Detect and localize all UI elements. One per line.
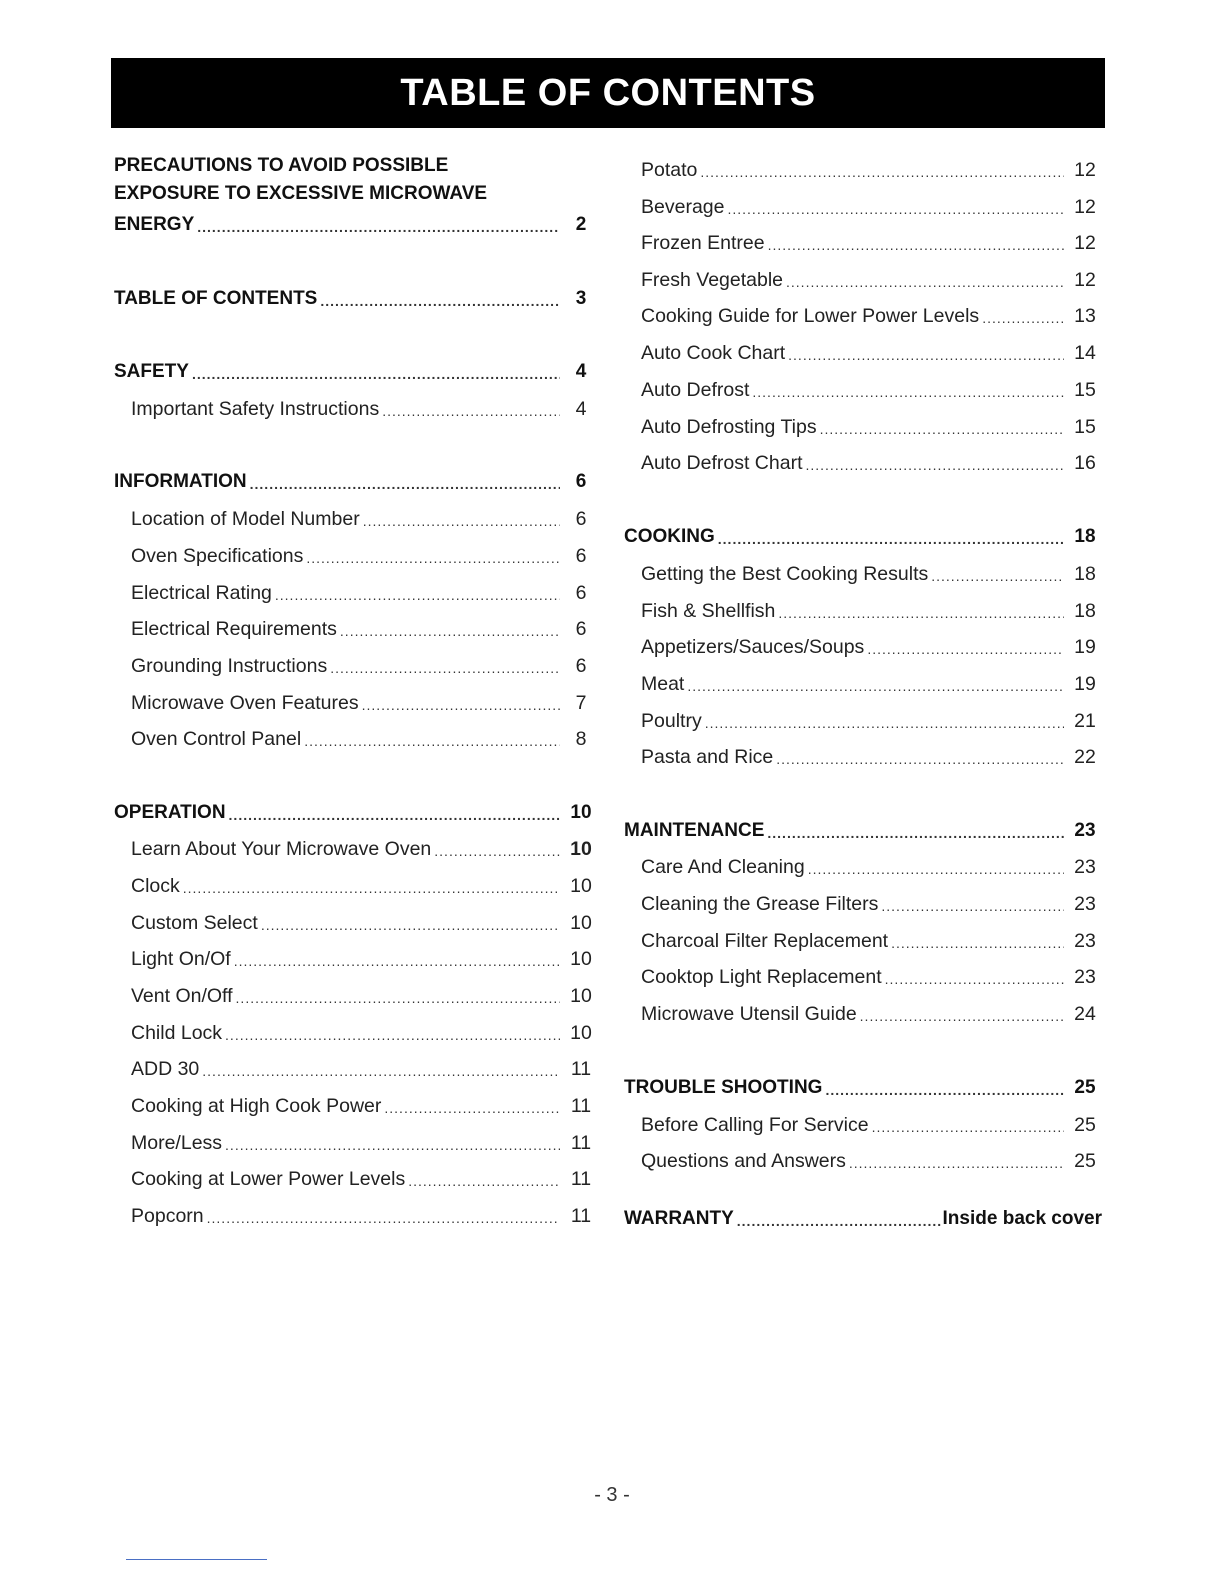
toc-entry[interactable]: Before Calling For Service ..... 25 <box>624 1108 1102 1136</box>
toc-entry[interactable]: Cooking Guide for Lower Power Levels ..... 13 <box>624 299 1102 327</box>
toc-entry[interactable]: Fish & Shellfish ..... 18 <box>624 594 1102 622</box>
page-ref: 23 <box>1074 966 1096 988</box>
toc-entry[interactable]: Microwave Utensil Guide ..... 24 <box>624 997 1102 1025</box>
page-number: - 3 - <box>594 1484 630 1506</box>
toc-entry[interactable]: Care And Cleaning ..... 23 <box>624 850 1102 878</box>
page-ref: 6 <box>575 545 587 567</box>
page-ref: 18 <box>1074 600 1096 622</box>
page-ref: 16 <box>1074 452 1096 474</box>
page-ref: 18 <box>1074 526 1096 547</box>
page-ref: 25 <box>1074 1150 1096 1172</box>
toc-entry[interactable]: Auto Cook Chart ..... 14 <box>624 336 1102 364</box>
page-ref: 25 <box>1074 1114 1096 1136</box>
toc-entry[interactable]: Oven Control Panel ..... 8 <box>114 722 598 750</box>
page-ref: 7 <box>575 692 587 714</box>
toc-entry[interactable]: Child Lock ..... 10 <box>114 1016 598 1044</box>
toc-entry[interactable]: Auto Defrosting Tips ..... 15 <box>624 410 1102 438</box>
page-ref: 4 <box>575 398 587 420</box>
toc-entry-table-of-contents[interactable]: TABLE OF CONTENTS ..... 3 <box>114 282 598 310</box>
page-ref: 8 <box>575 728 587 750</box>
toc-entry[interactable]: Frozen Entree ..... 12 <box>624 226 1102 254</box>
toc-entry[interactable]: Grounding Instructions ..... 6 <box>114 649 598 677</box>
toc-section-safety[interactable]: SAFETY ..... 4 <box>114 355 598 383</box>
page-ref: 11 <box>570 1132 592 1154</box>
page-ref: 19 <box>1074 673 1096 695</box>
toc-section-cooking[interactable]: COOKING ..... 18 <box>624 520 1102 548</box>
page-ref: 24 <box>1074 1003 1096 1025</box>
toc-entry[interactable]: Poultry ..... 21 <box>624 704 1102 732</box>
toc-entry[interactable]: Popcorn ..... 11 <box>114 1199 598 1227</box>
page-ref: 3 <box>575 288 587 309</box>
page-ref: 19 <box>1074 636 1096 658</box>
page-ref: 10 <box>570 948 592 970</box>
page-ref: 14 <box>1074 342 1096 364</box>
page-ref: 23 <box>1074 856 1096 878</box>
page-ref: 23 <box>1074 820 1096 841</box>
toc-entry[interactable]: Location of Model Number ..... 6 <box>114 502 598 530</box>
toc-entry[interactable]: Meat ..... 19 <box>624 667 1102 695</box>
toc-entry[interactable]: Cooking at Lower Power Levels ..... 11 <box>114 1162 598 1190</box>
toc-section-operation[interactable]: OPERATION ..... 10 <box>114 796 598 824</box>
page-ref: 6 <box>575 508 587 530</box>
toc-entry[interactable]: Pasta and Rice ..... 22 <box>624 740 1102 768</box>
page-ref: 15 <box>1074 416 1096 438</box>
toc-entry[interactable]: Cooktop Light Replacement ..... 23 <box>624 960 1102 988</box>
toc-entry[interactable]: Important Safety Instructions ..... 4 <box>114 392 598 420</box>
page-ref: 21 <box>1074 710 1096 732</box>
page-ref: 11 <box>570 1205 592 1227</box>
page-ref: 10 <box>570 1022 592 1044</box>
toc-entry[interactable]: Fresh Vegetable ..... 12 <box>624 263 1102 291</box>
page-ref: 23 <box>1074 930 1096 952</box>
page-ref: 12 <box>1074 196 1096 218</box>
toc-entry-precautions[interactable]: ENERGY ..... 2 <box>114 208 598 236</box>
page-ref: 25 <box>1074 1077 1096 1098</box>
toc-entry[interactable]: Cooking at High Cook Power ..... 11 <box>114 1089 598 1117</box>
toc-entry[interactable]: Learn About Your Microwave Oven ..... 10 <box>114 832 598 860</box>
toc-entry[interactable]: Auto Defrost Chart ..... 16 <box>624 446 1102 474</box>
toc-entry[interactable]: Appetizers/Sauces/Soups ..... 19 <box>624 630 1102 658</box>
toc-entry[interactable]: Questions and Answers ..... 25 <box>624 1144 1102 1172</box>
toc-entry[interactable]: Potato ..... 12 <box>624 153 1102 181</box>
toc-section-maintenance[interactable]: MAINTENANCE ..... 23 <box>624 814 1102 842</box>
page-ref: 23 <box>1074 893 1096 915</box>
page-ref: 6 <box>575 582 587 604</box>
toc-entry[interactable]: Auto Defrost ..... 15 <box>624 373 1102 401</box>
page-ref: 10 <box>570 875 592 897</box>
page-ref: 12 <box>1074 159 1096 181</box>
toc-entry[interactable]: Vent On/Off ..... 10 <box>114 979 598 1007</box>
page-ref: 2 <box>575 214 587 235</box>
page-ref: 12 <box>1074 232 1096 254</box>
toc-entry[interactable]: Custom Select ..... 10 <box>114 906 598 934</box>
page-ref: 13 <box>1074 305 1096 327</box>
precautions-title-line2: EXPOSURE TO EXCESSIVE MICROWAVE <box>114 183 488 204</box>
toc-entry[interactable]: Getting the Best Cooking Results ..... 18 <box>624 557 1102 585</box>
page-ref: 6 <box>575 471 587 492</box>
page-title-banner <box>111 58 1105 128</box>
page-ref: 4 <box>575 361 587 382</box>
precautions-title-line1: PRECAUTIONS TO AVOID POSSIBLE <box>114 155 449 176</box>
scan-edge-line <box>126 1559 267 1560</box>
page-ref: 10 <box>570 838 592 860</box>
page-ref: 22 <box>1074 746 1096 768</box>
toc-section-warranty[interactable]: WARRANTY ..... Inside back cover <box>624 1202 1102 1230</box>
page-ref: 6 <box>575 655 587 677</box>
toc-entry[interactable]: Clock ..... 10 <box>114 869 598 897</box>
toc-entry[interactable]: More/Less ..... 11 <box>114 1126 598 1154</box>
toc-entry[interactable]: Electrical Requirements ..... 6 <box>114 612 598 640</box>
toc-section-information[interactable]: INFORMATION ..... 6 <box>114 465 598 493</box>
toc-entry[interactable]: Beverage ..... 12 <box>624 190 1102 218</box>
page-title: TABLE OF CONTENTS <box>400 71 816 114</box>
toc-entry[interactable]: Electrical Rating ..... 6 <box>114 576 598 604</box>
toc-section-trouble-shooting[interactable]: TROUBLE SHOOTING ..... 25 <box>624 1071 1102 1099</box>
toc-entry[interactable]: Cleaning the Grease Filters ..... 23 <box>624 887 1102 915</box>
page-ref: 10 <box>570 912 592 934</box>
page-ref: 10 <box>570 985 592 1007</box>
page-ref: 11 <box>570 1058 592 1080</box>
toc-entry[interactable]: Oven Specifications ..... 6 <box>114 539 598 567</box>
page-ref: 11 <box>570 1095 592 1117</box>
toc-entry[interactable]: Charcoal Filter Replacement ..... 23 <box>624 924 1102 952</box>
page-ref: Inside back cover <box>942 1208 1102 1229</box>
page-ref: 10 <box>570 802 592 823</box>
page-ref: 6 <box>575 618 587 640</box>
toc-entry[interactable]: Microwave Oven Features ..... 7 <box>114 686 598 714</box>
page-ref: 11 <box>570 1168 592 1190</box>
page-ref: 15 <box>1074 379 1096 401</box>
page-ref: 12 <box>1074 269 1096 291</box>
toc-entry[interactable]: Light On/Of ..... 10 <box>114 942 598 970</box>
page-ref: 18 <box>1074 563 1096 585</box>
toc-entry[interactable]: ADD 30 ..... 11 <box>114 1052 598 1080</box>
